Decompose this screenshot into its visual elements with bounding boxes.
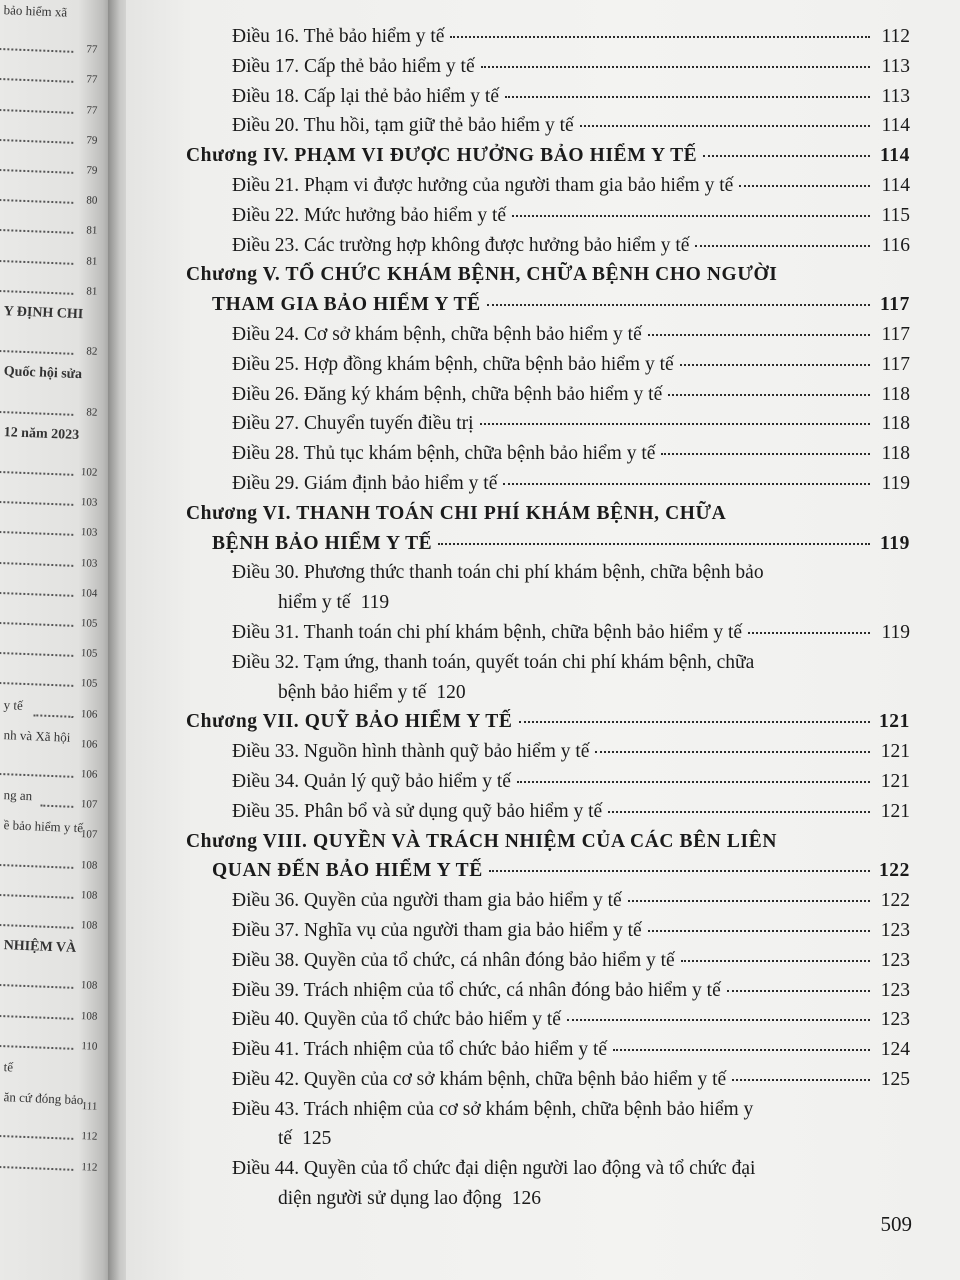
toc-chapter-entry bbox=[186, 141, 910, 171]
facing-page-number: 112 bbox=[81, 1160, 98, 1174]
facing-page-line bbox=[0, 757, 98, 781]
toc-entry-title: Điều 24. Cơ sở khám bệnh, chữa bệnh bảo hiểm y tế bbox=[232, 323, 642, 345]
toc-entry-title-line: QUAN ĐẾN BẢO HIỂM Y TẾ bbox=[212, 860, 483, 882]
toc-article-entry bbox=[186, 737, 910, 767]
facing-page-number: 77 bbox=[86, 73, 98, 87]
toc-entry-title: Điều 21. Phạm vi được hưởng của người tham gia bảo hiểm y tế bbox=[232, 174, 734, 196]
toc-dot-leader bbox=[517, 781, 870, 783]
facing-page-line bbox=[0, 364, 98, 388]
toc-page-ref: 117 bbox=[881, 323, 910, 345]
toc-page-ref: 115 bbox=[881, 204, 910, 226]
toc-entry-title: Điều 16. Thẻ bảo hiểm y tế bbox=[232, 26, 445, 47]
toc-article-entry bbox=[186, 767, 910, 797]
facing-page-leader bbox=[0, 773, 73, 778]
facing-page-line bbox=[0, 666, 98, 690]
toc-article-entry bbox=[186, 946, 910, 976]
toc-page-ref: 125 bbox=[880, 1068, 910, 1090]
toc-entry-title: Điều 33. Nguồn hình thành quỹ bảo hiểm y tế bbox=[232, 741, 590, 763]
facing-page-leader bbox=[0, 1045, 73, 1050]
facing-page-line bbox=[0, 1150, 98, 1174]
toc-entry-title-line: Điều 30. Phương thức thanh toán chi phí khám bệnh, chữa bệnh bảo bbox=[232, 562, 764, 584]
facing-page-line bbox=[0, 62, 98, 86]
toc-article-entry bbox=[186, 1065, 910, 1095]
toc-entry-title-line: THAM GIA BẢO HIỂM Y TẾ bbox=[212, 294, 481, 316]
facing-page-number: 77 bbox=[86, 43, 98, 56]
facing-page-leader bbox=[40, 805, 74, 808]
toc-dot-leader bbox=[648, 334, 870, 336]
facing-page-line bbox=[0, 968, 98, 992]
facing-page-leader bbox=[0, 622, 73, 627]
facing-page-number: 102 bbox=[80, 466, 98, 479]
toc-page-ref: 114 bbox=[880, 145, 910, 167]
toc-entry-title: Điều 37. Nghĩa vụ của người tham gia bảo hiểm y tế bbox=[232, 919, 642, 941]
facing-page-line bbox=[0, 183, 98, 207]
toc-page-ref: 119 bbox=[881, 472, 910, 494]
facing-page-line bbox=[0, 395, 98, 419]
toc-dot-leader bbox=[567, 1019, 870, 1021]
toc-article-entry bbox=[186, 1154, 910, 1214]
facing-page-number: 105 bbox=[80, 677, 98, 691]
facing-page-number: 108 bbox=[80, 858, 98, 872]
toc-page-ref: 112 bbox=[881, 26, 910, 47]
toc-entry-title-line: Điều 44. Quyền của tổ chức đại diện người lao động và tổ chức đại bbox=[232, 1158, 756, 1180]
toc-chapter-entry bbox=[186, 499, 910, 559]
facing-page-number: 103 bbox=[80, 496, 98, 509]
facing-page-line bbox=[0, 123, 98, 147]
facing-page-number: 79 bbox=[86, 164, 98, 177]
toc-dot-leader bbox=[695, 245, 870, 247]
facing-page-number: 81 bbox=[86, 254, 98, 268]
toc-chapter-entry bbox=[186, 827, 910, 887]
toc-entry-title: Điều 22. Mức hưởng bảo hiểm y tế bbox=[232, 204, 507, 226]
toc-dot-leader bbox=[680, 364, 870, 366]
toc-article-entry bbox=[186, 350, 910, 380]
facing-page-leader bbox=[0, 652, 73, 657]
toc-article-entry bbox=[186, 439, 910, 469]
toc-dot-leader bbox=[503, 483, 870, 485]
toc-entry-title: Chương VII. QUỸ BẢO HIỂM Y TẾ bbox=[186, 711, 513, 733]
facing-page-leader bbox=[0, 1166, 73, 1171]
toc-article-entry bbox=[186, 648, 910, 708]
facing-page-line bbox=[0, 1089, 98, 1113]
facing-page-line bbox=[0, 908, 98, 932]
toc-page-ref: 113 bbox=[881, 55, 910, 77]
toc-page-ref: 124 bbox=[880, 1039, 910, 1061]
facing-page-leader bbox=[0, 290, 73, 295]
toc-dot-leader bbox=[505, 96, 870, 98]
toc-page-ref: 123 bbox=[880, 949, 910, 971]
facing-page-text: bảo hiểm xã bbox=[3, 2, 68, 20]
facing-page-line bbox=[0, 546, 98, 570]
facing-page-text: y tế bbox=[3, 696, 24, 713]
toc-dot-leader bbox=[732, 1079, 870, 1081]
toc-entry-title-line: Chương V. TỔ CHỨC KHÁM BỆNH, CHỮA BỆNH CHO NGƯỜI bbox=[186, 264, 778, 286]
toc-entry-title-line: diện người sử dụng lao động bbox=[278, 1188, 502, 1210]
facing-page-line bbox=[0, 938, 98, 962]
facing-page-leader bbox=[0, 260, 73, 265]
facing-page-line bbox=[0, 999, 98, 1023]
toc-dot-leader bbox=[739, 185, 870, 187]
toc-page-ref: 122 bbox=[878, 860, 910, 882]
facing-page-line bbox=[0, 334, 98, 358]
facing-page-line bbox=[0, 213, 98, 237]
facing-page-number: 111 bbox=[81, 1100, 98, 1113]
facing-page-text: nh và Xã hội bbox=[3, 726, 71, 745]
toc-page-ref: 114 bbox=[881, 115, 910, 137]
facing-page-text: ăn cứ đóng bảo bbox=[3, 1089, 84, 1108]
toc-entry-title-line: Chương VIII. QUYỀN VÀ TRÁCH NHIỆM CỦA CÁC BÊN LIÊN bbox=[186, 830, 778, 852]
table-of-contents bbox=[186, 22, 910, 1214]
facing-page-line bbox=[0, 93, 98, 117]
facing-page-number: 82 bbox=[86, 345, 98, 358]
facing-page-number: 106 bbox=[80, 737, 98, 751]
facing-page-line bbox=[0, 274, 98, 298]
toc-article-entry bbox=[186, 1005, 910, 1035]
toc-article-entry bbox=[186, 22, 910, 52]
toc-entry-title: Điều 35. Phân bổ và sử dụng quỹ bảo hiểm y tế bbox=[232, 800, 603, 822]
facing-page-leader bbox=[0, 894, 73, 899]
toc-dot-leader bbox=[648, 930, 870, 932]
toc-entry-title-line: hiểm y tế bbox=[278, 592, 351, 614]
facing-page-number: 77 bbox=[86, 103, 98, 117]
toc-dot-leader bbox=[613, 1049, 870, 1051]
facing-page-line bbox=[0, 485, 98, 509]
facing-page-leader bbox=[0, 501, 73, 506]
facing-page-number: 106 bbox=[80, 768, 98, 781]
toc-page-ref: 123 bbox=[880, 1009, 910, 1031]
toc-article-entry bbox=[186, 111, 910, 141]
toc-page-ref: 114 bbox=[881, 174, 910, 196]
toc-entry-title: Điều 18. Cấp lại thẻ bảo hiểm y tế bbox=[232, 85, 499, 107]
facing-page-leader bbox=[0, 924, 73, 929]
toc-page-ref: 121 bbox=[880, 770, 910, 792]
toc-page-ref: 113 bbox=[881, 85, 910, 107]
toc-dot-leader bbox=[628, 900, 870, 902]
toc-article-entry bbox=[186, 231, 910, 261]
facing-page-leader bbox=[0, 471, 73, 476]
toc-chapter-entry bbox=[186, 260, 910, 320]
facing-page-line bbox=[0, 455, 98, 479]
toc-entry-title: Điều 20. Thu hồi, tạm giữ thẻ bảo hiểm y tế bbox=[232, 115, 574, 137]
toc-page-ref: 118 bbox=[881, 383, 910, 405]
facing-page-number: 107 bbox=[80, 828, 98, 842]
facing-page-leader bbox=[0, 139, 73, 144]
toc-dot-leader bbox=[438, 543, 870, 545]
toc-dot-leader bbox=[519, 721, 870, 723]
facing-page-leader bbox=[0, 109, 73, 114]
facing-page-line bbox=[0, 304, 98, 328]
toc-article-entry bbox=[186, 1095, 910, 1155]
facing-page-leader bbox=[0, 592, 73, 597]
toc-page-ref: 120 bbox=[436, 681, 466, 703]
toc-page-ref: 117 bbox=[881, 353, 910, 375]
toc-page-ref: 123 bbox=[880, 919, 910, 941]
facing-page-number: 107 bbox=[80, 798, 98, 811]
toc-entry-title-line: BỆNH BẢO HIỂM Y TẾ bbox=[212, 532, 433, 554]
toc-entry-title-line: Chương VI. THANH TOÁN CHI PHÍ KHÁM BỆNH, CHỮA bbox=[186, 502, 727, 524]
toc-entry-title: Điều 40. Quyền của tổ chức bảo hiểm y tế bbox=[232, 1009, 561, 1031]
facing-page-number: 112 bbox=[81, 1130, 98, 1144]
toc-article-entry bbox=[186, 916, 910, 946]
toc-article-entry bbox=[186, 1035, 910, 1065]
facing-page-text: Quốc hội sửa bbox=[3, 364, 83, 383]
toc-article-entry bbox=[186, 52, 910, 82]
facing-page-line bbox=[0, 817, 98, 841]
facing-page-text: Y ĐỊNH CHI bbox=[3, 304, 84, 323]
toc-page-ref: 121 bbox=[878, 711, 910, 733]
toc-entry-title: Điều 17. Cấp thẻ bảo hiểm y tế bbox=[232, 55, 475, 77]
toc-dot-leader bbox=[480, 423, 870, 425]
facing-page-number: 104 bbox=[80, 586, 98, 600]
facing-page-line bbox=[0, 1029, 98, 1053]
facing-page-number: 108 bbox=[80, 919, 98, 932]
toc-dot-leader bbox=[608, 811, 870, 813]
toc-dot-leader bbox=[512, 215, 870, 217]
toc-page-ref: 118 bbox=[881, 443, 910, 465]
facing-page-line bbox=[0, 697, 98, 721]
toc-dot-leader bbox=[595, 751, 870, 753]
facing-page-number: 81 bbox=[86, 285, 98, 298]
toc-article-entry bbox=[186, 82, 910, 112]
toc-article-entry bbox=[186, 409, 910, 439]
facing-page-leader bbox=[0, 229, 73, 234]
facing-page-leader bbox=[33, 714, 73, 718]
facing-page-number: 79 bbox=[86, 134, 98, 147]
facing-page-leader bbox=[0, 1135, 73, 1140]
toc-dot-leader bbox=[681, 960, 870, 962]
toc-entry-title-line: Điều 32. Tạm ứng, thanh toán, quyết toán chi phí khám bệnh, chữa bbox=[232, 651, 755, 673]
facing-page-leader bbox=[0, 562, 73, 567]
facing-page-line bbox=[0, 576, 98, 600]
facing-page-number: 81 bbox=[86, 224, 98, 238]
toc-page-ref: 121 bbox=[880, 741, 910, 763]
toc-page-ref: 126 bbox=[511, 1188, 541, 1210]
toc-dot-leader bbox=[661, 453, 870, 455]
page-number: 509 bbox=[880, 1212, 912, 1236]
facing-page-text: NHIỆM VÀ bbox=[3, 938, 77, 957]
toc-dot-leader bbox=[481, 66, 870, 68]
facing-page-number: 80 bbox=[86, 194, 98, 207]
facing-page-leader bbox=[0, 199, 73, 204]
toc-entry-title: Chương IV. PHẠM VI ĐƯỢC HƯỞNG BẢO HIỂM Y TẾ bbox=[186, 145, 698, 167]
toc-entry-title-line: tế bbox=[278, 1128, 293, 1150]
toc-chapter-entry bbox=[186, 707, 910, 737]
toc-article-entry bbox=[186, 976, 910, 1006]
toc-entry-title: Điều 39. Trách nhiệm của tổ chức, cá nhân đóng bảo hiểm y tế bbox=[232, 979, 721, 1001]
facing-page-leader bbox=[0, 682, 73, 687]
facing-page-number: 105 bbox=[80, 647, 98, 660]
toc-page-ref: 119 bbox=[881, 621, 910, 643]
facing-page-line bbox=[0, 153, 98, 177]
toc-article-entry bbox=[186, 171, 910, 201]
facing-page-text: tế bbox=[3, 1059, 14, 1075]
toc-article-entry bbox=[186, 469, 910, 499]
facing-page-left bbox=[0, 0, 112, 1280]
toc-article-entry bbox=[186, 201, 910, 231]
facing-page-line bbox=[0, 244, 98, 268]
toc-page-ref: 125 bbox=[302, 1128, 332, 1150]
facing-page-line bbox=[0, 2, 98, 26]
facing-page-leader bbox=[0, 169, 73, 174]
toc-article-entry bbox=[186, 618, 910, 648]
toc-article-entry bbox=[186, 380, 910, 410]
facing-page-text: 12 năm 2023 bbox=[3, 424, 80, 443]
facing-page-leader bbox=[0, 48, 73, 53]
toc-dot-leader bbox=[487, 304, 870, 306]
toc-dot-leader bbox=[580, 125, 870, 127]
facing-page-leader bbox=[0, 864, 73, 869]
facing-page-leader bbox=[0, 411, 73, 416]
toc-article-entry bbox=[186, 320, 910, 350]
toc-page-ref: 119 bbox=[360, 592, 390, 614]
toc-entry-title: Điều 28. Thủ tục khám bệnh, chữa bệnh bảo hiểm y tế bbox=[232, 443, 656, 465]
toc-entry-title-line: Điều 43. Trách nhiệm của cơ sở khám bệnh, chữa bệnh bảo hiểm y bbox=[232, 1098, 754, 1120]
facing-page-number: 82 bbox=[86, 405, 98, 419]
toc-page-ref: 121 bbox=[880, 800, 910, 822]
toc-entry-title: Điều 29. Giám định bảo hiểm y tế bbox=[232, 472, 498, 494]
facing-page-text: ng an bbox=[3, 787, 33, 804]
facing-page-line bbox=[0, 1119, 98, 1143]
toc-entry-title: Điều 25. Hợp đồng khám bệnh, chữa bệnh bảo hiểm y tế bbox=[232, 353, 674, 375]
toc-page-ref: 123 bbox=[880, 979, 910, 1001]
toc-entry-title: Điều 38. Quyền của tổ chức, cá nhân đóng bảo hiểm y tế bbox=[232, 949, 675, 971]
facing-page-line bbox=[0, 727, 98, 751]
toc-article-entry bbox=[186, 886, 910, 916]
facing-page-number: 103 bbox=[80, 556, 98, 570]
toc-entry-title: Điều 31. Thanh toán chi phí khám bệnh, chữa bệnh bảo hiểm y tế bbox=[232, 621, 743, 643]
toc-entry-title: Điều 34. Quản lý quỹ bảo hiểm y tế bbox=[232, 770, 511, 792]
facing-page-line bbox=[0, 32, 98, 56]
toc-dot-leader bbox=[748, 632, 870, 634]
facing-page-line bbox=[0, 606, 98, 630]
toc-dot-leader bbox=[727, 990, 870, 992]
facing-page-number: 108 bbox=[80, 1009, 98, 1023]
toc-page-ref: 119 bbox=[880, 532, 910, 554]
facing-page-leader bbox=[0, 350, 73, 355]
toc-entry-title: Điều 27. Chuyển tuyến điều trị bbox=[232, 413, 474, 435]
facing-page-line bbox=[0, 425, 98, 449]
facing-page-leader bbox=[0, 531, 73, 536]
toc-dot-leader bbox=[668, 394, 870, 396]
facing-page-line bbox=[0, 787, 98, 811]
facing-page-line bbox=[0, 636, 98, 660]
toc-entry-title: Điều 42. Quyền của cơ sở khám bệnh, chữa bệnh bảo hiểm y tế bbox=[232, 1068, 727, 1090]
toc-dot-leader bbox=[489, 870, 870, 872]
facing-page-number: 105 bbox=[80, 617, 98, 630]
toc-page-ref: 122 bbox=[880, 890, 910, 912]
facing-page-number: 110 bbox=[81, 1039, 98, 1053]
facing-page-number: 108 bbox=[80, 979, 98, 993]
facing-page-number: 103 bbox=[80, 526, 98, 540]
toc-page-ref: 117 bbox=[880, 294, 910, 316]
toc-entry-title: Điều 36. Quyền của người tham gia bảo hiểm y tế bbox=[232, 890, 622, 912]
facing-page-number: 106 bbox=[80, 707, 98, 721]
facing-page-leader bbox=[0, 984, 73, 989]
toc-article-entry bbox=[186, 797, 910, 827]
facing-page-text: ề bảo hiểm y tế bbox=[3, 817, 84, 836]
toc-entry-title: Điều 23. Các trường hợp không được hưởng bảo hiểm y tế bbox=[232, 234, 690, 256]
facing-page-leader bbox=[0, 78, 73, 83]
facing-page-number: 108 bbox=[80, 888, 98, 902]
facing-page-line bbox=[0, 878, 98, 902]
facing-page-line bbox=[0, 848, 98, 872]
toc-page-ref: 116 bbox=[881, 234, 910, 256]
toc-dot-leader bbox=[703, 155, 870, 157]
toc-entry-title: Điều 26. Đăng ký khám bệnh, chữa bệnh bảo hiểm y tế bbox=[232, 383, 663, 405]
facing-page-line bbox=[0, 1059, 98, 1083]
facing-page-leader bbox=[0, 1015, 73, 1020]
toc-page-ref: 118 bbox=[881, 413, 910, 435]
toc-article-entry bbox=[186, 558, 910, 618]
toc-entry-title-line: bệnh bảo hiểm y tế bbox=[278, 681, 427, 703]
toc-entry-title: Điều 41. Trách nhiệm của tổ chức bảo hiểm y tế bbox=[232, 1039, 608, 1061]
facing-page-line bbox=[0, 515, 98, 539]
toc-dot-leader bbox=[450, 36, 870, 38]
